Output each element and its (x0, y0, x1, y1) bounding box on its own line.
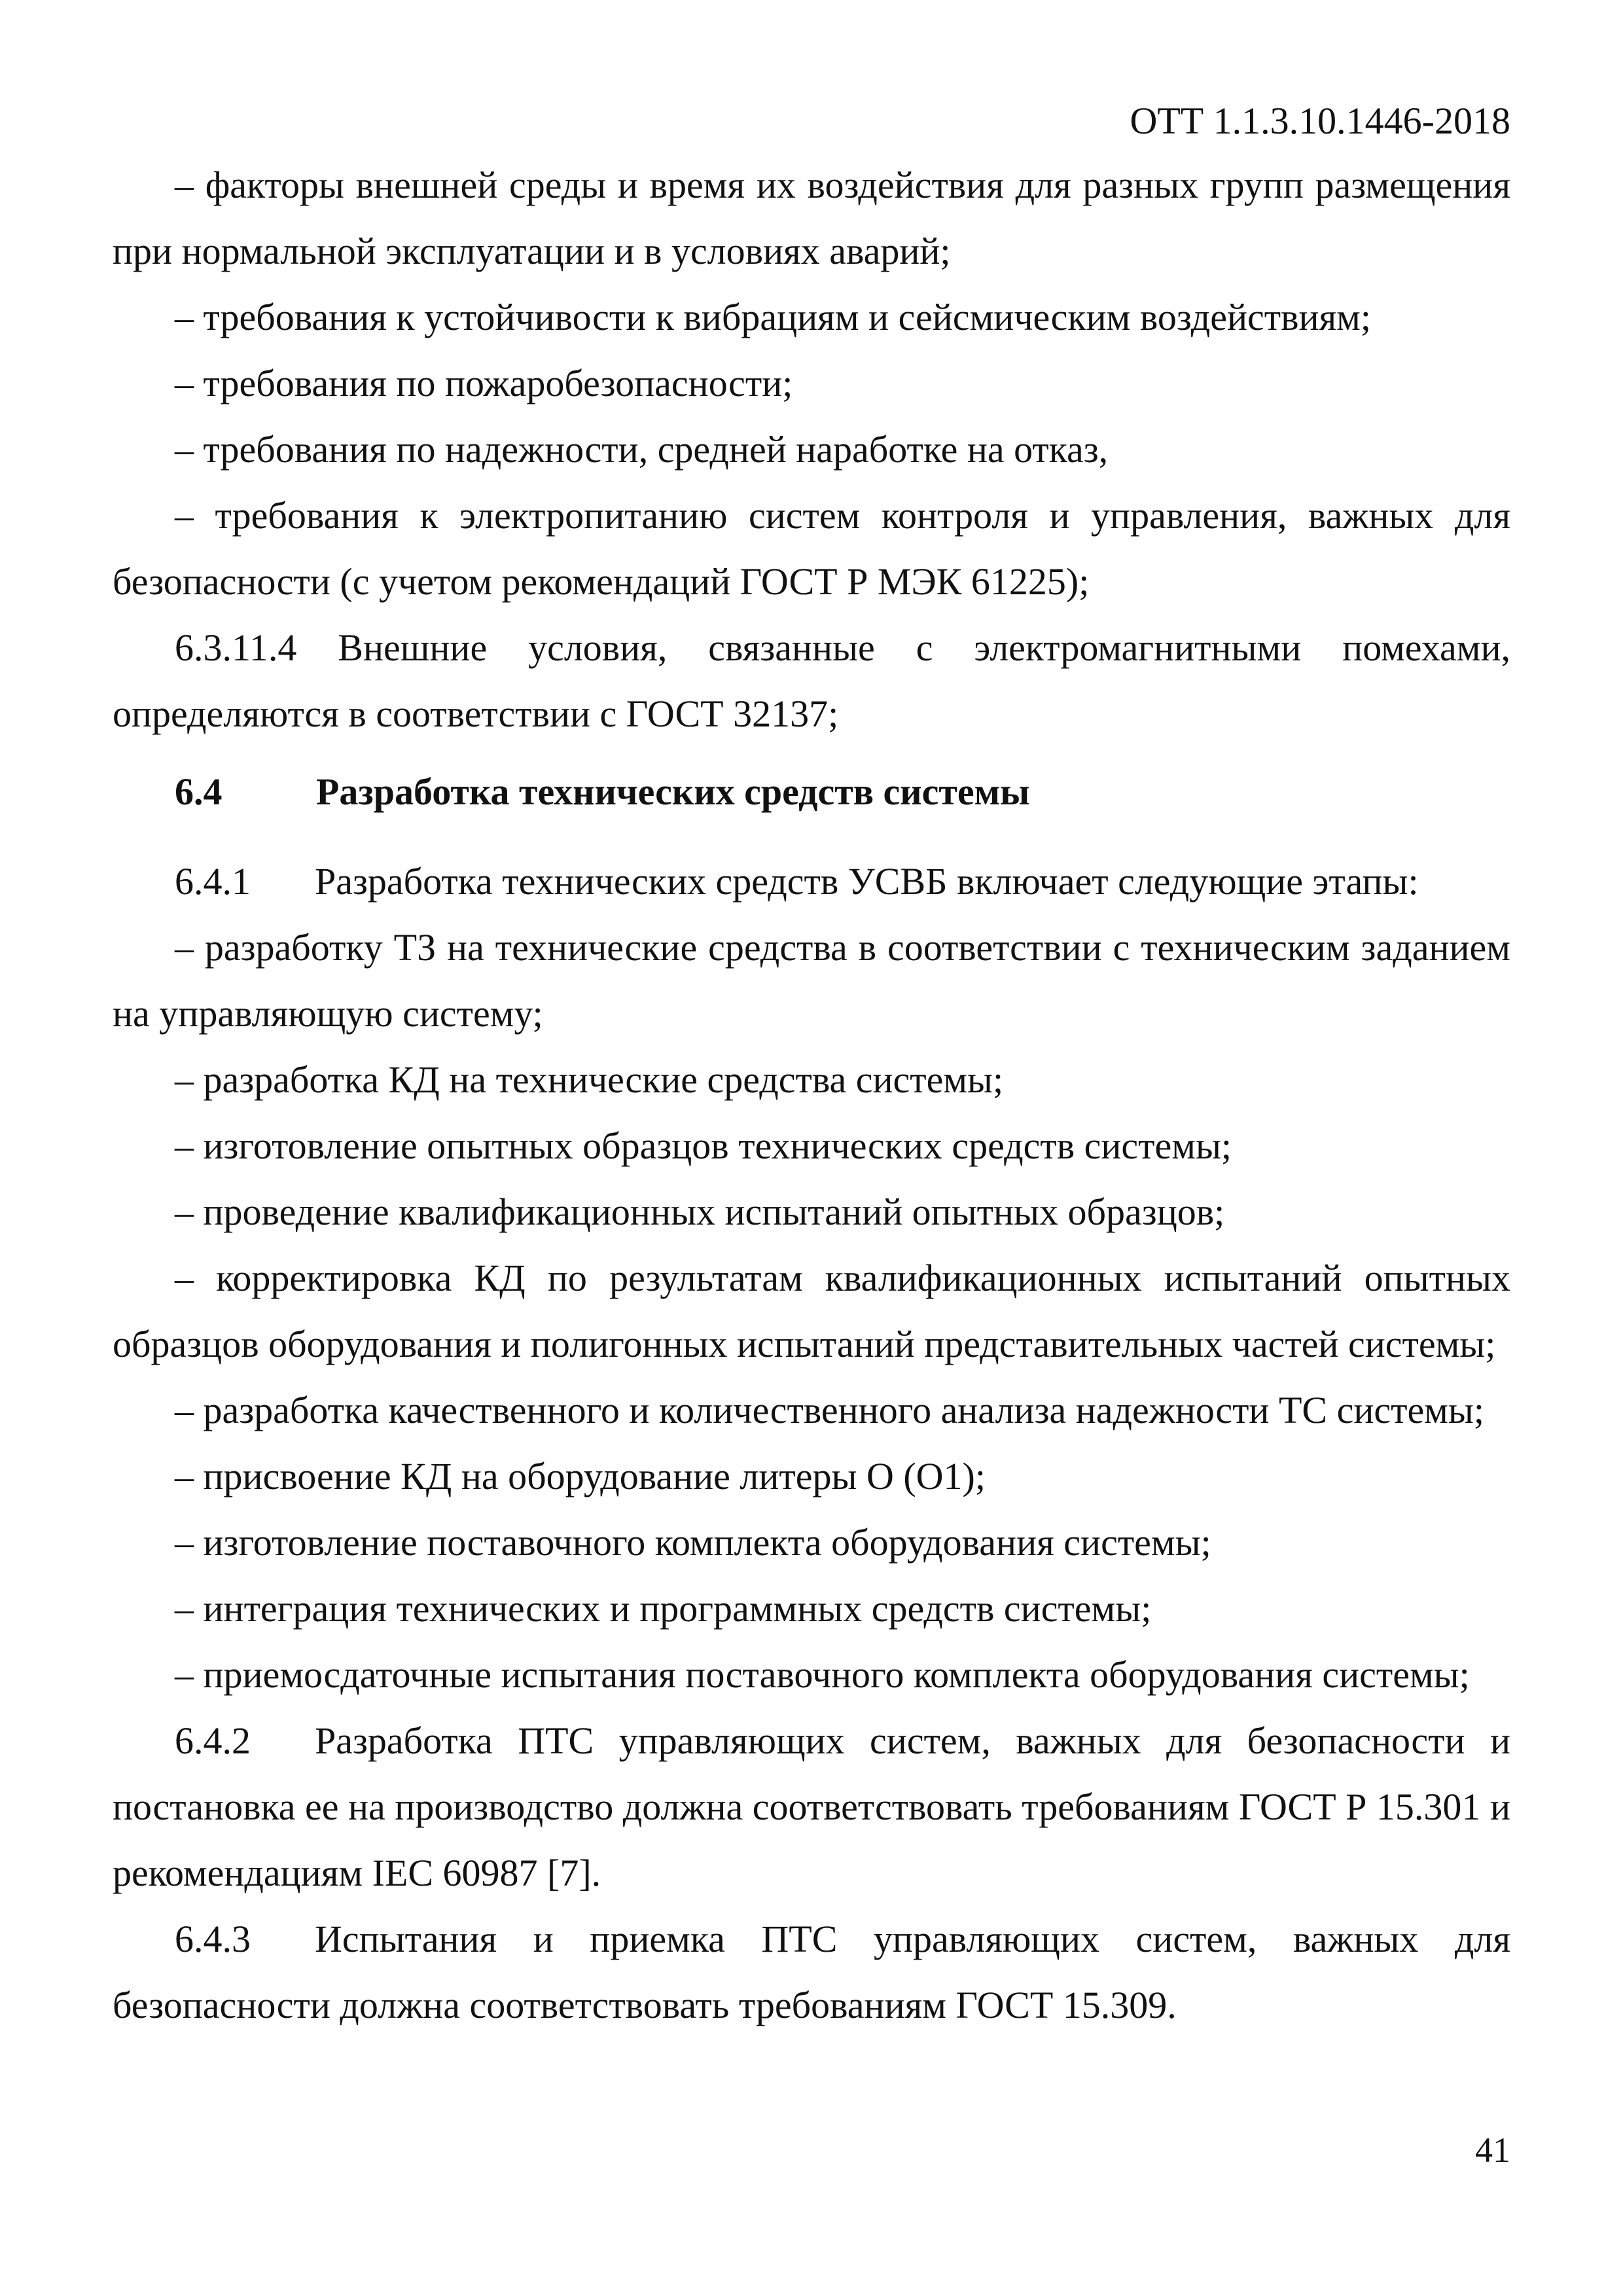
list-item: – интеграция технических и программных средств системы; (175, 1587, 1152, 1630)
list-item: – требования по надежности, средней наработке на отказ, (175, 428, 1109, 471)
clause-6-4-1 (113, 848, 1510, 914)
section-number: 6.4 (175, 770, 223, 813)
list-item: – корректировка КД по результатам квалификационных испытаний опытных образцов оборудования и полигонных испытаний представительных частей системы; (113, 1257, 1510, 1365)
list-item: – разработка КД на технические средства системы; (175, 1058, 1004, 1101)
list-item: – требования к устойчивости к вибрациям и сейсмическим воздействиям; (175, 296, 1371, 338)
list-item: – разработку ТЗ на технические средства в соответствии с техническим заданием на управляющую систему; (113, 926, 1510, 1035)
list-item: – изготовление опытных образцов технических средств системы; (175, 1124, 1232, 1167)
page-number: 41 (1475, 2130, 1510, 2170)
clause-6-4-2 (113, 1708, 1510, 1906)
clause-text: Разработка технических средств УСВБ включает следующие этапы: (315, 860, 1419, 903)
document-code-header: ОТТ 1.1.3.10.1446-2018 (1130, 99, 1510, 142)
list-item: – присвоение КД на оборудование литеры О (О1); (175, 1455, 986, 1498)
list-item: – изготовление поставочного комплекта оборудования системы; (175, 1521, 1211, 1564)
section-heading-6-4 (113, 759, 1510, 825)
list-item: – разработка качественного и количественного анализа надежности ТС системы; (175, 1389, 1484, 1431)
clause-6-3-11-4 (113, 615, 1510, 747)
list-item: – факторы внешней среды и время их воздействия для разных групп размещения при нормальной эксплуатации и в условиях аварий; (113, 164, 1510, 272)
document-body (113, 152, 1510, 2038)
list-item: – требования к электропитанию систем контроля и управления, важных для безопасности (с учетом рекомендаций ГОСТ Р МЭК 61225); (113, 494, 1510, 603)
clause-number: 6.4.1 (175, 860, 251, 903)
clause-text: Разработка ПТС управляющих систем, важных для безопасности и постановка ее на производство должна соответствовать требованиям ГОСТ Р 15.301 и рекомендациям IEC 60987 [7]. (113, 1719, 1510, 1894)
clause-text: Внешние условия, связанные с электромагнитными помехами, определяются в соответствии с ГОСТ 32137; (113, 626, 1510, 735)
section-title: Разработка технических средств системы (316, 770, 1030, 813)
list-item: – приемосдаточные испытания поставочного комплекта оборудования системы; (175, 1653, 1470, 1696)
clause-number: 6.3.11.4 (175, 626, 297, 669)
clause-6-4-3 (113, 1906, 1510, 2038)
clause-number: 6.4.2 (175, 1719, 251, 1762)
list-item: – проведение квалификационных испытаний опытных образцов; (175, 1191, 1225, 1233)
clause-text: Испытания и приемка ПТС управляющих систем, важных для безопасности должна соответствовать требованиям ГОСТ 15.309. (113, 1918, 1510, 2026)
clause-number: 6.4.3 (175, 1918, 251, 1960)
list-item: – требования по пожаробезопасности; (175, 362, 793, 404)
